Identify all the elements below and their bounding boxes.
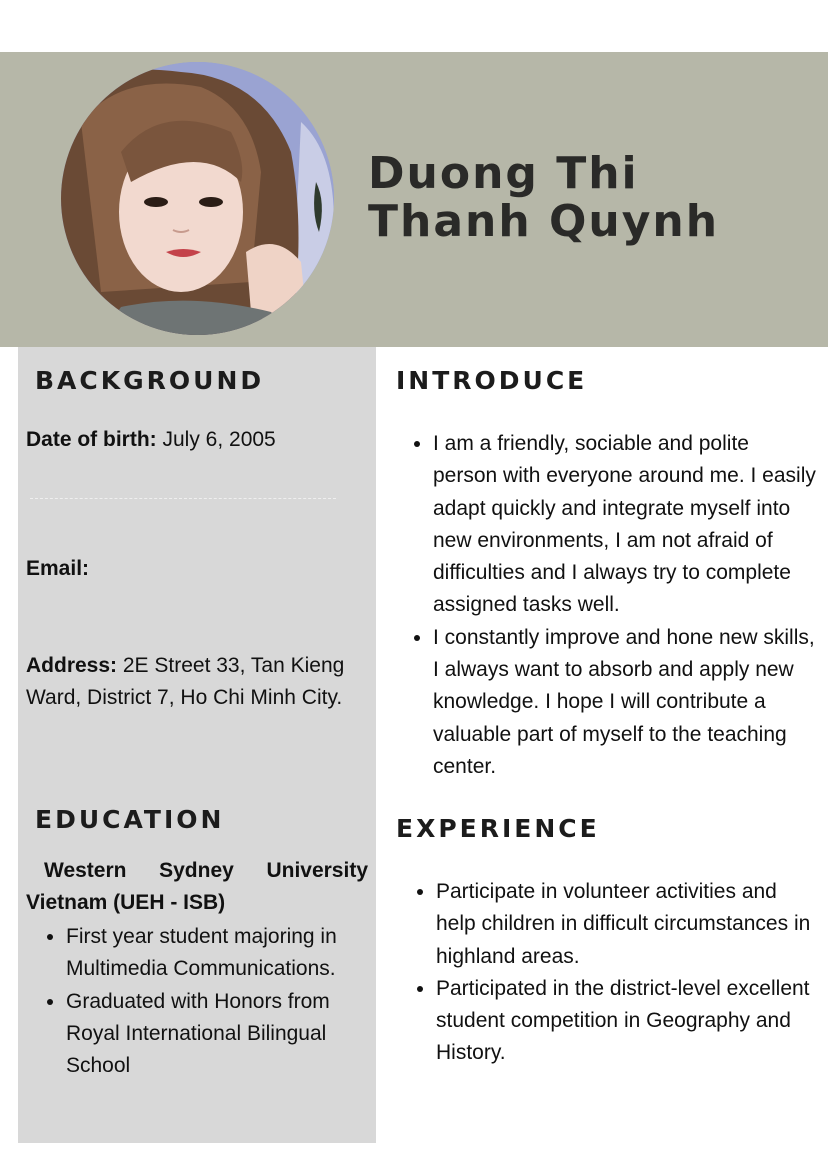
education-list — [32, 921, 386, 1082]
address-label: Address: — [26, 654, 118, 677]
redacted-line — [30, 498, 336, 513]
address-value: 2E Street 33, Tan Kieng Ward, District 7, Ho Chi Minh City. — [26, 654, 345, 709]
list-item: • Participated in the district-level excellent student competition in Geography and History. — [436, 973, 820, 1070]
list-item: • Graduated with Honors from Royal International Bilingual School — [66, 986, 386, 1083]
background-heading: BACKGROUND — [35, 366, 265, 395]
list-item: • I constantly improve and hone new skills, I always want to absorb and apply new knowledge. I hope I will contribute a valuable part of myself to the teaching center. — [433, 622, 817, 783]
dob-line — [26, 424, 366, 456]
email-label: Email: — [26, 557, 90, 580]
list-item: • I am a friendly, sociable and polite person with everyone around me. I easily adapt quickly and integrate myself into new environments, I am not afraid of difficulties and I always try to complete assigned tasks well. — [433, 428, 817, 622]
introduce-list — [399, 428, 817, 783]
address-line — [26, 650, 356, 714]
experience-list — [402, 876, 820, 1070]
dob-label: Date of birth: — [26, 428, 157, 451]
name-line-1: Duong Thi — [368, 148, 639, 199]
dob-value: July 6, 2005 — [156, 428, 276, 451]
education-heading: EDUCATION — [35, 805, 225, 834]
experience-heading: EXPERIENCE — [396, 814, 600, 843]
name-line-2: Thanh Quynh — [368, 196, 720, 247]
list-item: • First year student majoring in Multimedia Communications. — [66, 921, 386, 986]
portrait-photo — [61, 62, 334, 335]
list-item: • Participate in volunteer activities and help children in difficult circumstances in highland areas. — [436, 876, 820, 973]
email-line — [26, 553, 366, 585]
full-name — [368, 150, 808, 246]
introduce-heading: INTRODUCE — [396, 366, 588, 395]
school-name: Western Sydney University Vietnam (UEH - ISB) — [26, 859, 368, 914]
avatar — [61, 62, 334, 335]
